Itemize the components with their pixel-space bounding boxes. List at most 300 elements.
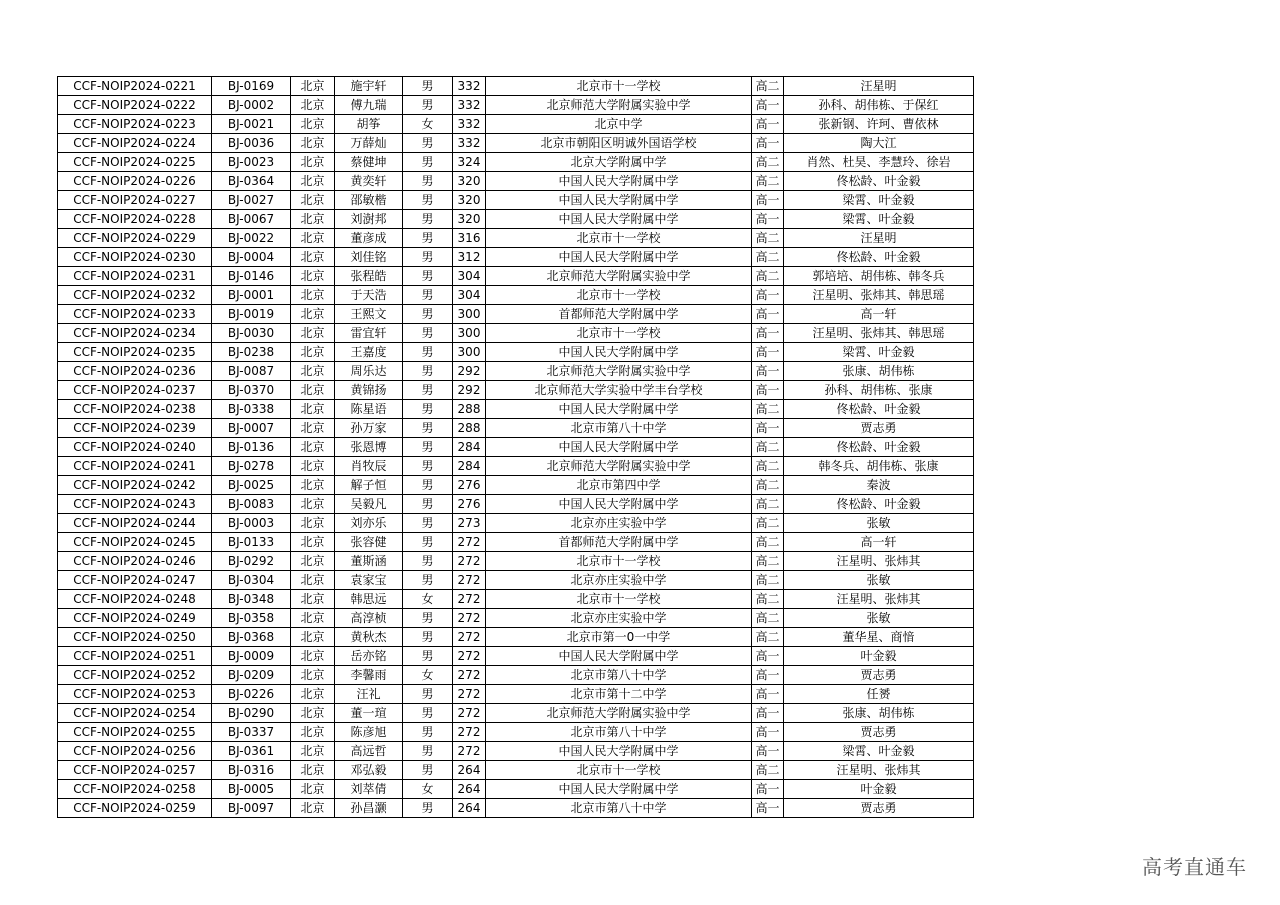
table-row bbox=[58, 229, 974, 248]
school-cell: 北京市十一学校 bbox=[486, 590, 752, 609]
cert-number-cell: CCF-NOIP2024-0241 bbox=[58, 457, 212, 476]
contestant-id-cell: BJ-0238 bbox=[212, 343, 291, 362]
school-cell: 北京师范大学附属实验中学 bbox=[486, 96, 752, 115]
score-cell: 304 bbox=[453, 267, 486, 286]
score-cell: 264 bbox=[453, 799, 486, 818]
province-cell: 北京 bbox=[291, 704, 335, 723]
cert-number-cell: CCF-NOIP2024-0225 bbox=[58, 153, 212, 172]
contestant-id-cell: BJ-0004 bbox=[212, 248, 291, 267]
gender-cell: 男 bbox=[403, 628, 453, 647]
province-cell: 北京 bbox=[291, 761, 335, 780]
score-cell: 332 bbox=[453, 77, 486, 96]
cert-number-cell: CCF-NOIP2024-0236 bbox=[58, 362, 212, 381]
table-row bbox=[58, 115, 974, 134]
name-cell: 孙昌灏 bbox=[335, 799, 403, 818]
score-cell: 320 bbox=[453, 191, 486, 210]
table-row bbox=[58, 514, 974, 533]
coach-cell: 梁霄、叶金毅 bbox=[784, 742, 974, 761]
grade-cell: 高一 bbox=[752, 704, 784, 723]
cert-number-cell: CCF-NOIP2024-0246 bbox=[58, 552, 212, 571]
school-cell: 中国人民大学附属中学 bbox=[486, 647, 752, 666]
province-cell: 北京 bbox=[291, 742, 335, 761]
coach-cell: 梁霄、叶金毅 bbox=[784, 191, 974, 210]
coach-cell: 佟松龄、叶金毅 bbox=[784, 248, 974, 267]
score-cell: 300 bbox=[453, 324, 486, 343]
table-row bbox=[58, 267, 974, 286]
contestant-id-cell: BJ-0009 bbox=[212, 647, 291, 666]
school-cell: 北京师范大学附属实验中学 bbox=[486, 362, 752, 381]
province-cell: 北京 bbox=[291, 134, 335, 153]
name-cell: 刘佳铭 bbox=[335, 248, 403, 267]
school-cell: 北京市十一学校 bbox=[486, 324, 752, 343]
name-cell: 岳亦铭 bbox=[335, 647, 403, 666]
coach-cell: 贾志勇 bbox=[784, 799, 974, 818]
table-row bbox=[58, 362, 974, 381]
cert-number-cell: CCF-NOIP2024-0232 bbox=[58, 286, 212, 305]
cert-number-cell: CCF-NOIP2024-0221 bbox=[58, 77, 212, 96]
contestant-id-cell: BJ-0278 bbox=[212, 457, 291, 476]
score-cell: 288 bbox=[453, 400, 486, 419]
coach-cell: 任赟 bbox=[784, 685, 974, 704]
table-row bbox=[58, 134, 974, 153]
coach-cell: 梁霄、叶金毅 bbox=[784, 343, 974, 362]
name-cell: 黄秋杰 bbox=[335, 628, 403, 647]
contestant-id-cell: BJ-0358 bbox=[212, 609, 291, 628]
table-row bbox=[58, 552, 974, 571]
score-cell: 332 bbox=[453, 115, 486, 134]
grade-cell: 高一 bbox=[752, 362, 784, 381]
province-cell: 北京 bbox=[291, 457, 335, 476]
contestant-id-cell: BJ-0304 bbox=[212, 571, 291, 590]
grade-cell: 高二 bbox=[752, 153, 784, 172]
gender-cell: 男 bbox=[403, 172, 453, 191]
coach-cell: 汪星明、张炜其 bbox=[784, 552, 974, 571]
gender-cell: 男 bbox=[403, 647, 453, 666]
grade-cell: 高一 bbox=[752, 191, 784, 210]
school-cell: 首都师范大学附属中学 bbox=[486, 305, 752, 324]
province-cell: 北京 bbox=[291, 571, 335, 590]
cert-number-cell: CCF-NOIP2024-0252 bbox=[58, 666, 212, 685]
province-cell: 北京 bbox=[291, 115, 335, 134]
province-cell: 北京 bbox=[291, 172, 335, 191]
coach-cell: 汪星明 bbox=[784, 77, 974, 96]
gender-cell: 男 bbox=[403, 210, 453, 229]
cert-number-cell: CCF-NOIP2024-0247 bbox=[58, 571, 212, 590]
grade-cell: 高一 bbox=[752, 647, 784, 666]
name-cell: 高远哲 bbox=[335, 742, 403, 761]
cert-number-cell: CCF-NOIP2024-0224 bbox=[58, 134, 212, 153]
province-cell: 北京 bbox=[291, 210, 335, 229]
grade-cell: 高一 bbox=[752, 723, 784, 742]
grade-cell: 高二 bbox=[752, 229, 784, 248]
cert-number-cell: CCF-NOIP2024-0235 bbox=[58, 343, 212, 362]
province-cell: 北京 bbox=[291, 96, 335, 115]
cert-number-cell: CCF-NOIP2024-0238 bbox=[58, 400, 212, 419]
gender-cell: 男 bbox=[403, 305, 453, 324]
score-cell: 272 bbox=[453, 590, 486, 609]
school-cell: 北京亦庄实验中学 bbox=[486, 571, 752, 590]
contestant-id-cell: BJ-0021 bbox=[212, 115, 291, 134]
province-cell: 北京 bbox=[291, 647, 335, 666]
school-cell: 中国人民大学附属中学 bbox=[486, 248, 752, 267]
cert-number-cell: CCF-NOIP2024-0237 bbox=[58, 381, 212, 400]
school-cell: 北京市第四中学 bbox=[486, 476, 752, 495]
grade-cell: 高二 bbox=[752, 248, 784, 267]
school-cell: 中国人民大学附属中学 bbox=[486, 495, 752, 514]
grade-cell: 高二 bbox=[752, 267, 784, 286]
coach-cell: 贾志勇 bbox=[784, 723, 974, 742]
coach-cell: 高一轩 bbox=[784, 305, 974, 324]
school-cell: 中国人民大学附属中学 bbox=[486, 343, 752, 362]
table-body bbox=[58, 77, 974, 818]
cert-number-cell: CCF-NOIP2024-0239 bbox=[58, 419, 212, 438]
school-cell: 北京市第一0一中学 bbox=[486, 628, 752, 647]
score-cell: 272 bbox=[453, 685, 486, 704]
gender-cell: 男 bbox=[403, 267, 453, 286]
results-table bbox=[57, 76, 974, 818]
gender-cell: 男 bbox=[403, 153, 453, 172]
name-cell: 肖牧辰 bbox=[335, 457, 403, 476]
contestant-id-cell: BJ-0022 bbox=[212, 229, 291, 248]
school-cell: 北京市第八十中学 bbox=[486, 419, 752, 438]
table-row bbox=[58, 476, 974, 495]
province-cell: 北京 bbox=[291, 286, 335, 305]
grade-cell: 高一 bbox=[752, 666, 784, 685]
contestant-id-cell: BJ-0036 bbox=[212, 134, 291, 153]
gender-cell: 男 bbox=[403, 248, 453, 267]
coach-cell: 孙科、胡伟栋、于保红 bbox=[784, 96, 974, 115]
contestant-id-cell: BJ-0002 bbox=[212, 96, 291, 115]
score-cell: 284 bbox=[453, 438, 486, 457]
province-cell: 北京 bbox=[291, 476, 335, 495]
province-cell: 北京 bbox=[291, 229, 335, 248]
table-row bbox=[58, 96, 974, 115]
cert-number-cell: CCF-NOIP2024-0254 bbox=[58, 704, 212, 723]
school-cell: 北京中学 bbox=[486, 115, 752, 134]
contestant-id-cell: BJ-0023 bbox=[212, 153, 291, 172]
grade-cell: 高一 bbox=[752, 381, 784, 400]
coach-cell: 梁霄、叶金毅 bbox=[784, 210, 974, 229]
coach-cell: 汪星明、张炜其、韩思瑶 bbox=[784, 324, 974, 343]
coach-cell: 张康、胡伟栋 bbox=[784, 362, 974, 381]
name-cell: 王嘉度 bbox=[335, 343, 403, 362]
gender-cell: 男 bbox=[403, 704, 453, 723]
province-cell: 北京 bbox=[291, 77, 335, 96]
grade-cell: 高二 bbox=[752, 438, 784, 457]
cert-number-cell: CCF-NOIP2024-0244 bbox=[58, 514, 212, 533]
score-cell: 272 bbox=[453, 533, 486, 552]
grade-cell: 高一 bbox=[752, 324, 784, 343]
score-cell: 332 bbox=[453, 96, 486, 115]
table-row bbox=[58, 153, 974, 172]
gender-cell: 男 bbox=[403, 324, 453, 343]
cert-number-cell: CCF-NOIP2024-0245 bbox=[58, 533, 212, 552]
school-cell: 北京市十一学校 bbox=[486, 229, 752, 248]
coach-cell: 陶大江 bbox=[784, 134, 974, 153]
name-cell: 邵敏楷 bbox=[335, 191, 403, 210]
cert-number-cell: CCF-NOIP2024-0253 bbox=[58, 685, 212, 704]
contestant-id-cell: BJ-0209 bbox=[212, 666, 291, 685]
contestant-id-cell: BJ-0083 bbox=[212, 495, 291, 514]
school-cell: 北京师范大学附属实验中学 bbox=[486, 704, 752, 723]
cert-number-cell: CCF-NOIP2024-0249 bbox=[58, 609, 212, 628]
grade-cell: 高二 bbox=[752, 476, 784, 495]
contestant-id-cell: BJ-0003 bbox=[212, 514, 291, 533]
school-cell: 北京市第八十中学 bbox=[486, 723, 752, 742]
cert-number-cell: CCF-NOIP2024-0226 bbox=[58, 172, 212, 191]
table-row bbox=[58, 628, 974, 647]
province-cell: 北京 bbox=[291, 324, 335, 343]
gender-cell: 男 bbox=[403, 381, 453, 400]
cert-number-cell: CCF-NOIP2024-0251 bbox=[58, 647, 212, 666]
table-row bbox=[58, 438, 974, 457]
school-cell: 北京师范大学附属实验中学 bbox=[486, 457, 752, 476]
gender-cell: 男 bbox=[403, 362, 453, 381]
gender-cell: 男 bbox=[403, 191, 453, 210]
coach-cell: 佟松龄、叶金毅 bbox=[784, 495, 974, 514]
grade-cell: 高一 bbox=[752, 115, 784, 134]
gender-cell: 男 bbox=[403, 685, 453, 704]
score-cell: 264 bbox=[453, 780, 486, 799]
name-cell: 陈彦旭 bbox=[335, 723, 403, 742]
name-cell: 汪礼 bbox=[335, 685, 403, 704]
province-cell: 北京 bbox=[291, 191, 335, 210]
coach-cell: 汪星明 bbox=[784, 229, 974, 248]
grade-cell: 高一 bbox=[752, 343, 784, 362]
school-cell: 北京市十一学校 bbox=[486, 286, 752, 305]
grade-cell: 高一 bbox=[752, 780, 784, 799]
score-cell: 288 bbox=[453, 419, 486, 438]
cert-number-cell: CCF-NOIP2024-0243 bbox=[58, 495, 212, 514]
province-cell: 北京 bbox=[291, 267, 335, 286]
score-cell: 284 bbox=[453, 457, 486, 476]
gender-cell: 男 bbox=[403, 533, 453, 552]
cert-number-cell: CCF-NOIP2024-0234 bbox=[58, 324, 212, 343]
table-row bbox=[58, 210, 974, 229]
gender-cell: 男 bbox=[403, 134, 453, 153]
grade-cell: 高一 bbox=[752, 96, 784, 115]
name-cell: 吴毅凡 bbox=[335, 495, 403, 514]
gender-cell: 男 bbox=[403, 419, 453, 438]
name-cell: 董斯涵 bbox=[335, 552, 403, 571]
school-cell: 北京市第十二中学 bbox=[486, 685, 752, 704]
province-cell: 北京 bbox=[291, 362, 335, 381]
score-cell: 272 bbox=[453, 571, 486, 590]
coach-cell: 张敏 bbox=[784, 609, 974, 628]
school-cell: 北京市十一学校 bbox=[486, 77, 752, 96]
table-row bbox=[58, 400, 974, 419]
score-cell: 316 bbox=[453, 229, 486, 248]
score-cell: 320 bbox=[453, 172, 486, 191]
name-cell: 刘澍邦 bbox=[335, 210, 403, 229]
score-cell: 272 bbox=[453, 647, 486, 666]
score-cell: 272 bbox=[453, 704, 486, 723]
coach-cell: 佟松龄、叶金毅 bbox=[784, 172, 974, 191]
name-cell: 施宇轩 bbox=[335, 77, 403, 96]
table-row bbox=[58, 381, 974, 400]
grade-cell: 高二 bbox=[752, 571, 784, 590]
contestant-id-cell: BJ-0338 bbox=[212, 400, 291, 419]
cert-number-cell: CCF-NOIP2024-0228 bbox=[58, 210, 212, 229]
table-row bbox=[58, 172, 974, 191]
grade-cell: 高二 bbox=[752, 609, 784, 628]
score-cell: 320 bbox=[453, 210, 486, 229]
school-cell: 北京市第八十中学 bbox=[486, 799, 752, 818]
grade-cell: 高二 bbox=[752, 457, 784, 476]
coach-cell: 佟松龄、叶金毅 bbox=[784, 400, 974, 419]
score-cell: 304 bbox=[453, 286, 486, 305]
gender-cell: 男 bbox=[403, 438, 453, 457]
table-row bbox=[58, 419, 974, 438]
grade-cell: 高一 bbox=[752, 799, 784, 818]
cert-number-cell: CCF-NOIP2024-0222 bbox=[58, 96, 212, 115]
grade-cell: 高二 bbox=[752, 590, 784, 609]
name-cell: 于天浩 bbox=[335, 286, 403, 305]
province-cell: 北京 bbox=[291, 609, 335, 628]
grade-cell: 高一 bbox=[752, 419, 784, 438]
coach-cell: 汪星明、张炜其 bbox=[784, 590, 974, 609]
province-cell: 北京 bbox=[291, 438, 335, 457]
contestant-id-cell: BJ-0364 bbox=[212, 172, 291, 191]
province-cell: 北京 bbox=[291, 305, 335, 324]
grade-cell: 高一 bbox=[752, 210, 784, 229]
table-row bbox=[58, 533, 974, 552]
score-cell: 292 bbox=[453, 362, 486, 381]
cert-number-cell: CCF-NOIP2024-0257 bbox=[58, 761, 212, 780]
table-row bbox=[58, 590, 974, 609]
province-cell: 北京 bbox=[291, 552, 335, 571]
gender-cell: 男 bbox=[403, 742, 453, 761]
cert-number-cell: CCF-NOIP2024-0233 bbox=[58, 305, 212, 324]
grade-cell: 高一 bbox=[752, 305, 784, 324]
table-row bbox=[58, 647, 974, 666]
province-cell: 北京 bbox=[291, 628, 335, 647]
score-cell: 264 bbox=[453, 761, 486, 780]
name-cell: 高淳桢 bbox=[335, 609, 403, 628]
name-cell: 王熙文 bbox=[335, 305, 403, 324]
gender-cell: 男 bbox=[403, 476, 453, 495]
coach-cell: 汪星明、张炜其 bbox=[784, 761, 974, 780]
province-cell: 北京 bbox=[291, 400, 335, 419]
province-cell: 北京 bbox=[291, 495, 335, 514]
province-cell: 北京 bbox=[291, 723, 335, 742]
coach-cell: 秦波 bbox=[784, 476, 974, 495]
school-cell: 北京师范大学附属实验中学 bbox=[486, 267, 752, 286]
contestant-id-cell: BJ-0136 bbox=[212, 438, 291, 457]
coach-cell: 张敏 bbox=[784, 571, 974, 590]
table-row bbox=[58, 704, 974, 723]
grade-cell: 高一 bbox=[752, 685, 784, 704]
grade-cell: 高一 bbox=[752, 742, 784, 761]
coach-cell: 郭培培、胡伟栋、韩冬兵 bbox=[784, 267, 974, 286]
grade-cell: 高一 bbox=[752, 286, 784, 305]
score-cell: 272 bbox=[453, 609, 486, 628]
school-cell: 中国人民大学附属中学 bbox=[486, 210, 752, 229]
contestant-id-cell: BJ-0169 bbox=[212, 77, 291, 96]
gender-cell: 男 bbox=[403, 457, 453, 476]
coach-cell: 叶金毅 bbox=[784, 780, 974, 799]
grade-cell: 高一 bbox=[752, 134, 784, 153]
contestant-id-cell: BJ-0292 bbox=[212, 552, 291, 571]
cert-number-cell: CCF-NOIP2024-0248 bbox=[58, 590, 212, 609]
table-row bbox=[58, 780, 974, 799]
table-row bbox=[58, 343, 974, 362]
name-cell: 雷宜轩 bbox=[335, 324, 403, 343]
score-cell: 272 bbox=[453, 628, 486, 647]
contestant-id-cell: BJ-0133 bbox=[212, 533, 291, 552]
name-cell: 邓弘毅 bbox=[335, 761, 403, 780]
name-cell: 张容健 bbox=[335, 533, 403, 552]
gender-cell: 男 bbox=[403, 343, 453, 362]
name-cell: 解子恒 bbox=[335, 476, 403, 495]
cert-number-cell: CCF-NOIP2024-0227 bbox=[58, 191, 212, 210]
table-row bbox=[58, 571, 974, 590]
name-cell: 周乐达 bbox=[335, 362, 403, 381]
cert-number-cell: CCF-NOIP2024-0223 bbox=[58, 115, 212, 134]
score-cell: 272 bbox=[453, 666, 486, 685]
school-cell: 北京师范大学实验中学丰台学校 bbox=[486, 381, 752, 400]
coach-cell: 董华星、商愔 bbox=[784, 628, 974, 647]
coach-cell: 张新钢、许珂、曹依林 bbox=[784, 115, 974, 134]
score-cell: 276 bbox=[453, 495, 486, 514]
table-row bbox=[58, 191, 974, 210]
table-row bbox=[58, 324, 974, 343]
school-cell: 中国人民大学附属中学 bbox=[486, 438, 752, 457]
name-cell: 董彦成 bbox=[335, 229, 403, 248]
gender-cell: 男 bbox=[403, 229, 453, 248]
province-cell: 北京 bbox=[291, 343, 335, 362]
name-cell: 袁家宝 bbox=[335, 571, 403, 590]
name-cell: 蔡健坤 bbox=[335, 153, 403, 172]
province-cell: 北京 bbox=[291, 685, 335, 704]
contestant-id-cell: BJ-0005 bbox=[212, 780, 291, 799]
name-cell: 董一瑄 bbox=[335, 704, 403, 723]
gender-cell: 男 bbox=[403, 723, 453, 742]
contestant-id-cell: BJ-0030 bbox=[212, 324, 291, 343]
name-cell: 韩思远 bbox=[335, 590, 403, 609]
table-row bbox=[58, 305, 974, 324]
cert-number-cell: CCF-NOIP2024-0256 bbox=[58, 742, 212, 761]
grade-cell: 高二 bbox=[752, 761, 784, 780]
gender-cell: 男 bbox=[403, 552, 453, 571]
cert-number-cell: CCF-NOIP2024-0258 bbox=[58, 780, 212, 799]
name-cell: 黄锦扬 bbox=[335, 381, 403, 400]
contestant-id-cell: BJ-0226 bbox=[212, 685, 291, 704]
name-cell: 陈星语 bbox=[335, 400, 403, 419]
table-row bbox=[58, 457, 974, 476]
score-cell: 276 bbox=[453, 476, 486, 495]
coach-cell: 佟松龄、叶金毅 bbox=[784, 438, 974, 457]
coach-cell: 孙科、胡伟栋、张康 bbox=[784, 381, 974, 400]
name-cell: 孙万家 bbox=[335, 419, 403, 438]
score-cell: 300 bbox=[453, 343, 486, 362]
name-cell: 胡筝 bbox=[335, 115, 403, 134]
score-cell: 324 bbox=[453, 153, 486, 172]
contestant-id-cell: BJ-0087 bbox=[212, 362, 291, 381]
coach-cell: 张敏 bbox=[784, 514, 974, 533]
province-cell: 北京 bbox=[291, 248, 335, 267]
coach-cell: 肖然、杜昊、李慧玲、徐岩 bbox=[784, 153, 974, 172]
score-cell: 292 bbox=[453, 381, 486, 400]
province-cell: 北京 bbox=[291, 153, 335, 172]
coach-cell: 贾志勇 bbox=[784, 666, 974, 685]
cert-number-cell: CCF-NOIP2024-0259 bbox=[58, 799, 212, 818]
grade-cell: 高二 bbox=[752, 400, 784, 419]
table-row bbox=[58, 723, 974, 742]
table-row bbox=[58, 286, 974, 305]
school-cell: 北京市第八十中学 bbox=[486, 666, 752, 685]
coach-cell: 叶金毅 bbox=[784, 647, 974, 666]
